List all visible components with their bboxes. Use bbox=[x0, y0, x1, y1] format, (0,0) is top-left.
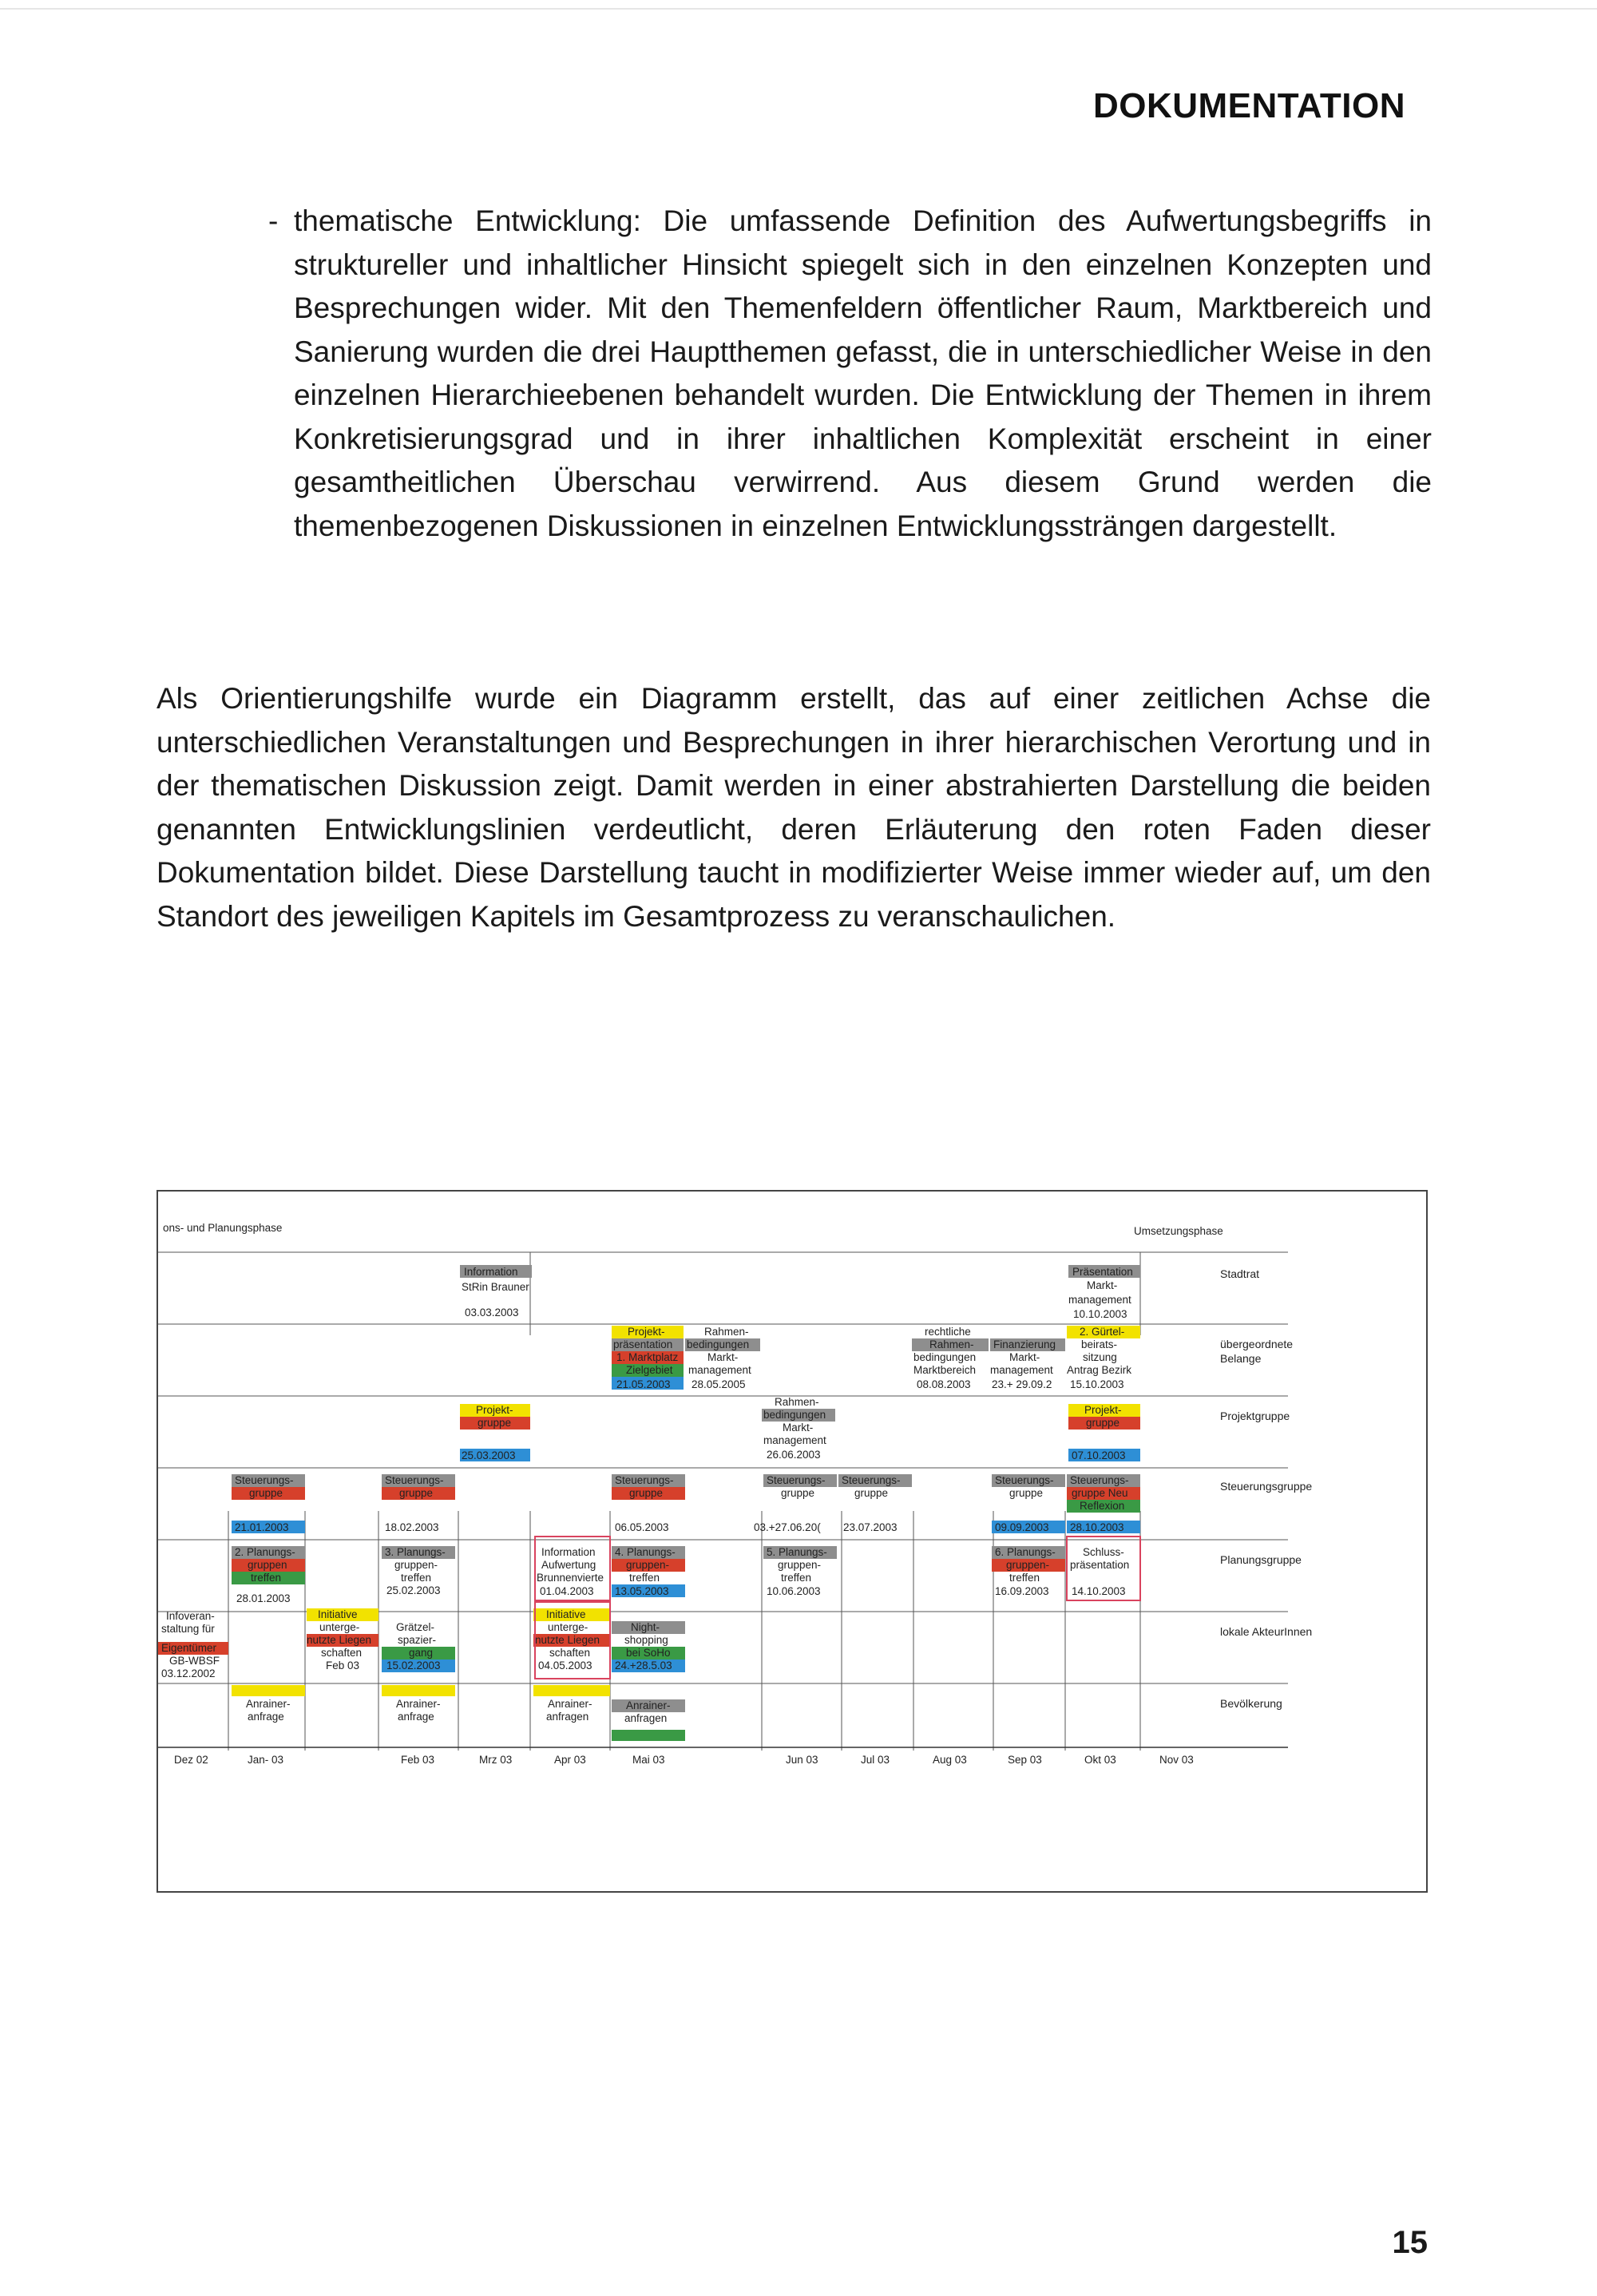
top-rule bbox=[0, 8, 1597, 10]
svg-text:management: management bbox=[990, 1364, 1053, 1376]
svg-text:schaften: schaften bbox=[549, 1647, 591, 1659]
month-label: Dez 02 bbox=[174, 1754, 208, 1766]
svg-text:Anrainer-: Anrainer- bbox=[396, 1698, 441, 1710]
svg-text:gruppe: gruppe bbox=[781, 1487, 815, 1499]
month-label: Jul 03 bbox=[861, 1754, 890, 1766]
event-info-aufwertung bbox=[535, 1537, 610, 1600]
month-label: Aug 03 bbox=[933, 1754, 967, 1766]
svg-text:gruppen: gruppen bbox=[248, 1559, 287, 1571]
svg-text:13.05.2003: 13.05.2003 bbox=[615, 1585, 669, 1597]
event-planung-2 bbox=[232, 1546, 305, 1604]
svg-text:10.10.2003: 10.10.2003 bbox=[1073, 1308, 1127, 1320]
event-infoveranstaltung bbox=[158, 1610, 228, 1679]
month-label: Sep 03 bbox=[1008, 1754, 1042, 1766]
row-uebergeordnete: übergeordnete bbox=[1220, 1338, 1294, 1350]
event-steuerung-neu bbox=[1067, 1474, 1140, 1533]
svg-text:Initiative: Initiative bbox=[546, 1608, 586, 1620]
row-projektgruppe: Projektgruppe bbox=[1220, 1410, 1290, 1422]
svg-text:2. Gürtel-: 2. Gürtel- bbox=[1080, 1326, 1125, 1338]
svg-text:staltung für: staltung für bbox=[161, 1623, 215, 1635]
svg-text:spazier-: spazier- bbox=[398, 1634, 437, 1646]
svg-text:treffen: treffen bbox=[251, 1572, 282, 1584]
svg-text:16.09.2003: 16.09.2003 bbox=[995, 1585, 1049, 1597]
intro-text: thematische Entwicklung: Die umfassende Definition des Aufwertungsbegriffs in struktureller und inhaltlicher Hinsicht spiegelt sich in den einzelnen Konzepten und Besprechungen wider. Mit den Themenfeldern öffentlicher Raum, Marktbereich und Sanierung wurden die drei Hauptthemen gefasst, die in unterschiedlicher Weise in den einzelnen Hierarchieebenen behandelt wurden. Die Entwicklung der Themen in ihrem Konkretisierungsgrad und in ihrer inhaltlichen Komplexität erscheint in einer gesamtheitlichen Überschau verwirrend. Aus diesem Grund werden die themenbezogenen Diskussionen in einzelnen Entwicklungssträngen dargestellt. bbox=[294, 204, 1432, 542]
svg-text:Information: Information bbox=[541, 1546, 596, 1558]
svg-text:01.04.2003: 01.04.2003 bbox=[540, 1585, 594, 1597]
svg-text:28.05.2005: 28.05.2005 bbox=[692, 1378, 746, 1390]
svg-text:Rahmen-: Rahmen- bbox=[929, 1338, 974, 1350]
svg-text:Anrainer-: Anrainer- bbox=[548, 1698, 592, 1710]
svg-text:1. Marktplatz: 1. Marktplatz bbox=[616, 1351, 679, 1363]
row-bevoelkerung: Bevölkerung bbox=[1220, 1697, 1282, 1710]
event-anrainer-2 bbox=[382, 1685, 455, 1723]
event-rahmenbedingungen-2 bbox=[762, 1396, 835, 1461]
svg-text:shopping: shopping bbox=[624, 1634, 668, 1646]
svg-text:23.07.2003: 23.07.2003 bbox=[843, 1521, 898, 1533]
svg-text:Schluss-: Schluss- bbox=[1083, 1546, 1124, 1558]
month-label: Jun 03 bbox=[786, 1754, 818, 1766]
svg-text:rechtliche: rechtliche bbox=[925, 1326, 971, 1338]
row-planungsgruppe: Planungsgruppe bbox=[1220, 1553, 1302, 1566]
event-info-strin bbox=[460, 1265, 532, 1319]
svg-text:sitzung: sitzung bbox=[1083, 1351, 1117, 1363]
svg-text:Anrainer-: Anrainer- bbox=[246, 1698, 291, 1710]
row-belange: Belange bbox=[1220, 1352, 1262, 1365]
svg-text:2. Planungs-: 2. Planungs- bbox=[235, 1546, 295, 1558]
svg-text:anfrage: anfrage bbox=[398, 1711, 434, 1723]
svg-text:Steuerungs-: Steuerungs- bbox=[235, 1474, 294, 1486]
page-number: 15 bbox=[1392, 2225, 1428, 2260]
svg-text:anfragen: anfragen bbox=[624, 1712, 668, 1724]
svg-text:anfragen: anfragen bbox=[546, 1711, 589, 1723]
event-steuerung-4 bbox=[754, 1474, 912, 1533]
event-projektgruppe-2 bbox=[1068, 1404, 1140, 1461]
event-steuerung-1 bbox=[232, 1474, 305, 1533]
svg-text:treffen: treffen bbox=[1009, 1572, 1040, 1584]
svg-text:nutzte Liegen: nutzte Liegen bbox=[535, 1634, 600, 1646]
event-rahmenbedingungen-1 bbox=[685, 1326, 760, 1390]
svg-text:bedingungen: bedingungen bbox=[763, 1409, 826, 1421]
svg-text:bei SoHo: bei SoHo bbox=[626, 1647, 671, 1659]
svg-text:Steuerungs-: Steuerungs- bbox=[842, 1474, 901, 1486]
svg-text:gruppen-: gruppen- bbox=[394, 1559, 438, 1571]
svg-text:Steuerungs-: Steuerungs- bbox=[1070, 1474, 1129, 1486]
body-paragraph: Als Orientierungshilfe wurde ein Diagramm erstellt, das auf einer zeitlichen Achse die unterschiedlichen Veranstaltungen und Besprechungen in ihrer hierarchischen Verortung und in der thematischen Diskussion zeigt. Damit werden in einer abstrahierten Darstellung die beiden genannten Entwicklungslinien verdeutlicht, deren Erläuterung den roten Faden dieser Dokumentation bildet. Diese Darstellung taucht in modifizierter Weise immer wieder auf, um den Standort des jeweiligen Kapitels im Gesamtprozess zu veranschaulichen. bbox=[157, 682, 1431, 933]
svg-text:management: management bbox=[1068, 1294, 1131, 1306]
svg-text:Steuerungs-: Steuerungs- bbox=[767, 1474, 826, 1486]
svg-text:Feb 03: Feb 03 bbox=[326, 1660, 360, 1671]
event-nightshopping bbox=[612, 1621, 685, 1672]
svg-text:Grätzel-: Grätzel- bbox=[396, 1621, 435, 1633]
svg-text:21.05.2003: 21.05.2003 bbox=[616, 1378, 671, 1390]
svg-text:beirats-: beirats- bbox=[1081, 1338, 1118, 1350]
svg-text:03.+27.06.20(: 03.+27.06.20( bbox=[754, 1521, 821, 1533]
month-labels bbox=[174, 1754, 1194, 1766]
svg-text:Markt-: Markt- bbox=[1087, 1279, 1118, 1291]
svg-text:Präsentation: Präsentation bbox=[1072, 1266, 1133, 1278]
svg-text:25.02.2003: 25.02.2003 bbox=[386, 1584, 441, 1596]
svg-text:gruppe: gruppe bbox=[629, 1487, 664, 1499]
event-initiative-1 bbox=[307, 1608, 378, 1671]
phase-right: Umsetzungsphase bbox=[1134, 1225, 1223, 1237]
svg-text:Zielgebiet: Zielgebiet bbox=[626, 1364, 673, 1376]
month-label: Nov 03 bbox=[1159, 1754, 1194, 1766]
svg-text:15.10.2003: 15.10.2003 bbox=[1070, 1378, 1124, 1390]
svg-text:5. Planungs-: 5. Planungs- bbox=[767, 1546, 827, 1558]
row-steuerungsgruppe: Steuerungsgruppe bbox=[1220, 1480, 1313, 1493]
event-projektpraesentation bbox=[612, 1326, 684, 1390]
svg-text:14.10.2003: 14.10.2003 bbox=[1072, 1585, 1126, 1597]
column-lines bbox=[228, 1252, 1140, 1751]
svg-text:bedingungen: bedingungen bbox=[687, 1338, 750, 1350]
svg-text:18.02.2003: 18.02.2003 bbox=[385, 1521, 439, 1533]
list-dash: - bbox=[268, 204, 279, 237]
svg-text:Steuerungs-: Steuerungs- bbox=[385, 1474, 444, 1486]
svg-text:Initiative: Initiative bbox=[318, 1608, 358, 1620]
page-header: DOKUMENTATION bbox=[1092, 86, 1405, 125]
svg-text:6. Planungs-: 6. Planungs- bbox=[995, 1546, 1056, 1558]
event-steuerung-2 bbox=[382, 1474, 455, 1533]
svg-text:Infoveran-: Infoveran- bbox=[166, 1610, 215, 1622]
svg-text:gruppen-: gruppen- bbox=[1006, 1559, 1050, 1571]
svg-text:3. Planungs-: 3. Planungs- bbox=[385, 1546, 446, 1558]
month-label: Feb 03 bbox=[401, 1754, 435, 1766]
svg-text:unterge-: unterge- bbox=[319, 1621, 360, 1633]
svg-text:26.06.2003: 26.06.2003 bbox=[767, 1449, 821, 1461]
svg-text:unterge-: unterge- bbox=[548, 1621, 588, 1633]
phase-left: ons- und Planungsphase bbox=[163, 1222, 283, 1234]
event-anrainer-4 bbox=[612, 1699, 685, 1741]
event-praesentation-markt bbox=[1068, 1265, 1140, 1320]
svg-text:GB-WBSF: GB-WBSF bbox=[169, 1655, 220, 1667]
svg-text:15.02.2003: 15.02.2003 bbox=[386, 1660, 441, 1671]
svg-text:gruppe: gruppe bbox=[1009, 1487, 1044, 1499]
svg-text:anfrage: anfrage bbox=[248, 1711, 284, 1723]
svg-text:gruppe: gruppe bbox=[1086, 1417, 1120, 1429]
svg-text:Aufwertung: Aufwertung bbox=[541, 1559, 596, 1571]
event-guertelbeirat bbox=[1067, 1326, 1140, 1390]
diagram-svg bbox=[158, 1192, 1426, 1891]
svg-text:gruppen-: gruppen- bbox=[626, 1559, 670, 1571]
svg-text:4. Planungs-: 4. Planungs- bbox=[615, 1546, 676, 1558]
month-label: Mai 03 bbox=[632, 1754, 665, 1766]
svg-text:28.01.2003: 28.01.2003 bbox=[236, 1592, 291, 1604]
svg-text:treffen: treffen bbox=[629, 1572, 660, 1584]
event-initiative-2 bbox=[533, 1602, 610, 1679]
svg-text:management: management bbox=[688, 1364, 751, 1376]
svg-text:Rahmen-: Rahmen- bbox=[704, 1326, 749, 1338]
svg-text:Eigentümer: Eigentümer bbox=[161, 1642, 217, 1654]
svg-text:Anrainer-: Anrainer- bbox=[626, 1699, 671, 1711]
process-diagram bbox=[157, 1190, 1428, 1893]
month-label: Okt 03 bbox=[1084, 1754, 1116, 1766]
intro-paragraph bbox=[268, 200, 1432, 548]
svg-text:gruppe: gruppe bbox=[478, 1417, 512, 1429]
row-stadtrat: Stadtrat bbox=[1220, 1267, 1260, 1280]
svg-text:Steuerungs-: Steuerungs- bbox=[995, 1474, 1054, 1486]
svg-text:Night-: Night- bbox=[631, 1621, 660, 1633]
svg-text:04.05.2003: 04.05.2003 bbox=[538, 1660, 592, 1671]
svg-text:07.10.2003: 07.10.2003 bbox=[1072, 1449, 1126, 1461]
svg-text:Markt-: Markt- bbox=[1009, 1351, 1040, 1363]
svg-text:08.08.2003: 08.08.2003 bbox=[917, 1378, 971, 1390]
event-projektgruppe-1 bbox=[460, 1404, 530, 1461]
event-steuerung-5 bbox=[992, 1474, 1065, 1533]
svg-text:bedingungen: bedingungen bbox=[913, 1351, 977, 1363]
month-label: Apr 03 bbox=[554, 1754, 586, 1766]
svg-text:Rahmen-: Rahmen- bbox=[775, 1396, 819, 1408]
svg-text:10.06.2003: 10.06.2003 bbox=[767, 1585, 821, 1597]
event-planung-3 bbox=[382, 1546, 455, 1596]
event-rechtliche-rahmen bbox=[912, 1326, 989, 1390]
svg-text:präsentation: präsentation bbox=[1070, 1559, 1130, 1571]
svg-text:gruppe Neu: gruppe Neu bbox=[1072, 1487, 1128, 1499]
svg-text:Information: Information bbox=[464, 1266, 518, 1278]
svg-text:management: management bbox=[763, 1434, 826, 1446]
event-planung-4 bbox=[612, 1546, 685, 1597]
event-steuerung-3 bbox=[612, 1474, 685, 1533]
svg-text:03.12.2002: 03.12.2002 bbox=[161, 1667, 216, 1679]
svg-text:06.05.2003: 06.05.2003 bbox=[615, 1521, 669, 1533]
event-planung-6 bbox=[992, 1546, 1065, 1597]
svg-text:Reflexion: Reflexion bbox=[1080, 1500, 1125, 1512]
event-finanzierung bbox=[990, 1338, 1065, 1390]
svg-text:gang: gang bbox=[409, 1647, 434, 1659]
event-anrainer-1 bbox=[232, 1685, 305, 1723]
row-akteure: lokale AkteurInnen bbox=[1220, 1625, 1313, 1638]
svg-text:gruppe: gruppe bbox=[854, 1487, 889, 1499]
month-label: Mrz 03 bbox=[479, 1754, 513, 1766]
event-planung-5 bbox=[763, 1546, 837, 1597]
event-graetzelspaziergang bbox=[382, 1621, 455, 1672]
svg-text:23.+ 29.09.2: 23.+ 29.09.2 bbox=[992, 1378, 1052, 1390]
svg-text:28.10.2003: 28.10.2003 bbox=[1070, 1521, 1124, 1533]
svg-text:Projekt-: Projekt- bbox=[476, 1404, 513, 1416]
svg-text:präsentation: präsentation bbox=[613, 1338, 673, 1350]
svg-text:24.+28.5.03: 24.+28.5.03 bbox=[615, 1660, 672, 1671]
svg-text:schaften: schaften bbox=[321, 1647, 363, 1659]
svg-text:21.01.2003: 21.01.2003 bbox=[235, 1521, 289, 1533]
svg-text:gruppe: gruppe bbox=[399, 1487, 434, 1499]
svg-text:Markt-: Markt- bbox=[783, 1422, 814, 1434]
event-schlusspraesentation bbox=[1067, 1537, 1140, 1600]
svg-text:09.09.2003: 09.09.2003 bbox=[995, 1521, 1049, 1533]
svg-text:gruppen-: gruppen- bbox=[778, 1559, 822, 1571]
svg-text:Finanzierung: Finanzierung bbox=[993, 1338, 1056, 1350]
svg-text:Projekt-: Projekt- bbox=[1084, 1404, 1122, 1416]
event-anrainer-3 bbox=[533, 1685, 610, 1723]
svg-text:Markt-: Markt- bbox=[707, 1351, 739, 1363]
svg-text:Marktbereich: Marktbereich bbox=[913, 1364, 977, 1376]
svg-text:StRin Brauner: StRin Brauner bbox=[462, 1281, 529, 1293]
svg-text:03.03.2003: 03.03.2003 bbox=[465, 1307, 519, 1319]
svg-text:Steuerungs-: Steuerungs- bbox=[615, 1474, 674, 1486]
month-label: Jan- 03 bbox=[248, 1754, 284, 1766]
svg-text:Antrag Bezirk: Antrag Bezirk bbox=[1067, 1364, 1132, 1376]
svg-text:nutzte Liegen: nutzte Liegen bbox=[307, 1634, 372, 1646]
svg-text:25.03.2003: 25.03.2003 bbox=[462, 1449, 516, 1461]
svg-text:Brunnenvierte: Brunnenvierte bbox=[537, 1572, 604, 1584]
svg-text:Projekt-: Projekt- bbox=[628, 1326, 665, 1338]
svg-text:treffen: treffen bbox=[401, 1572, 432, 1584]
svg-text:gruppe: gruppe bbox=[249, 1487, 283, 1499]
svg-text:treffen: treffen bbox=[781, 1572, 812, 1584]
